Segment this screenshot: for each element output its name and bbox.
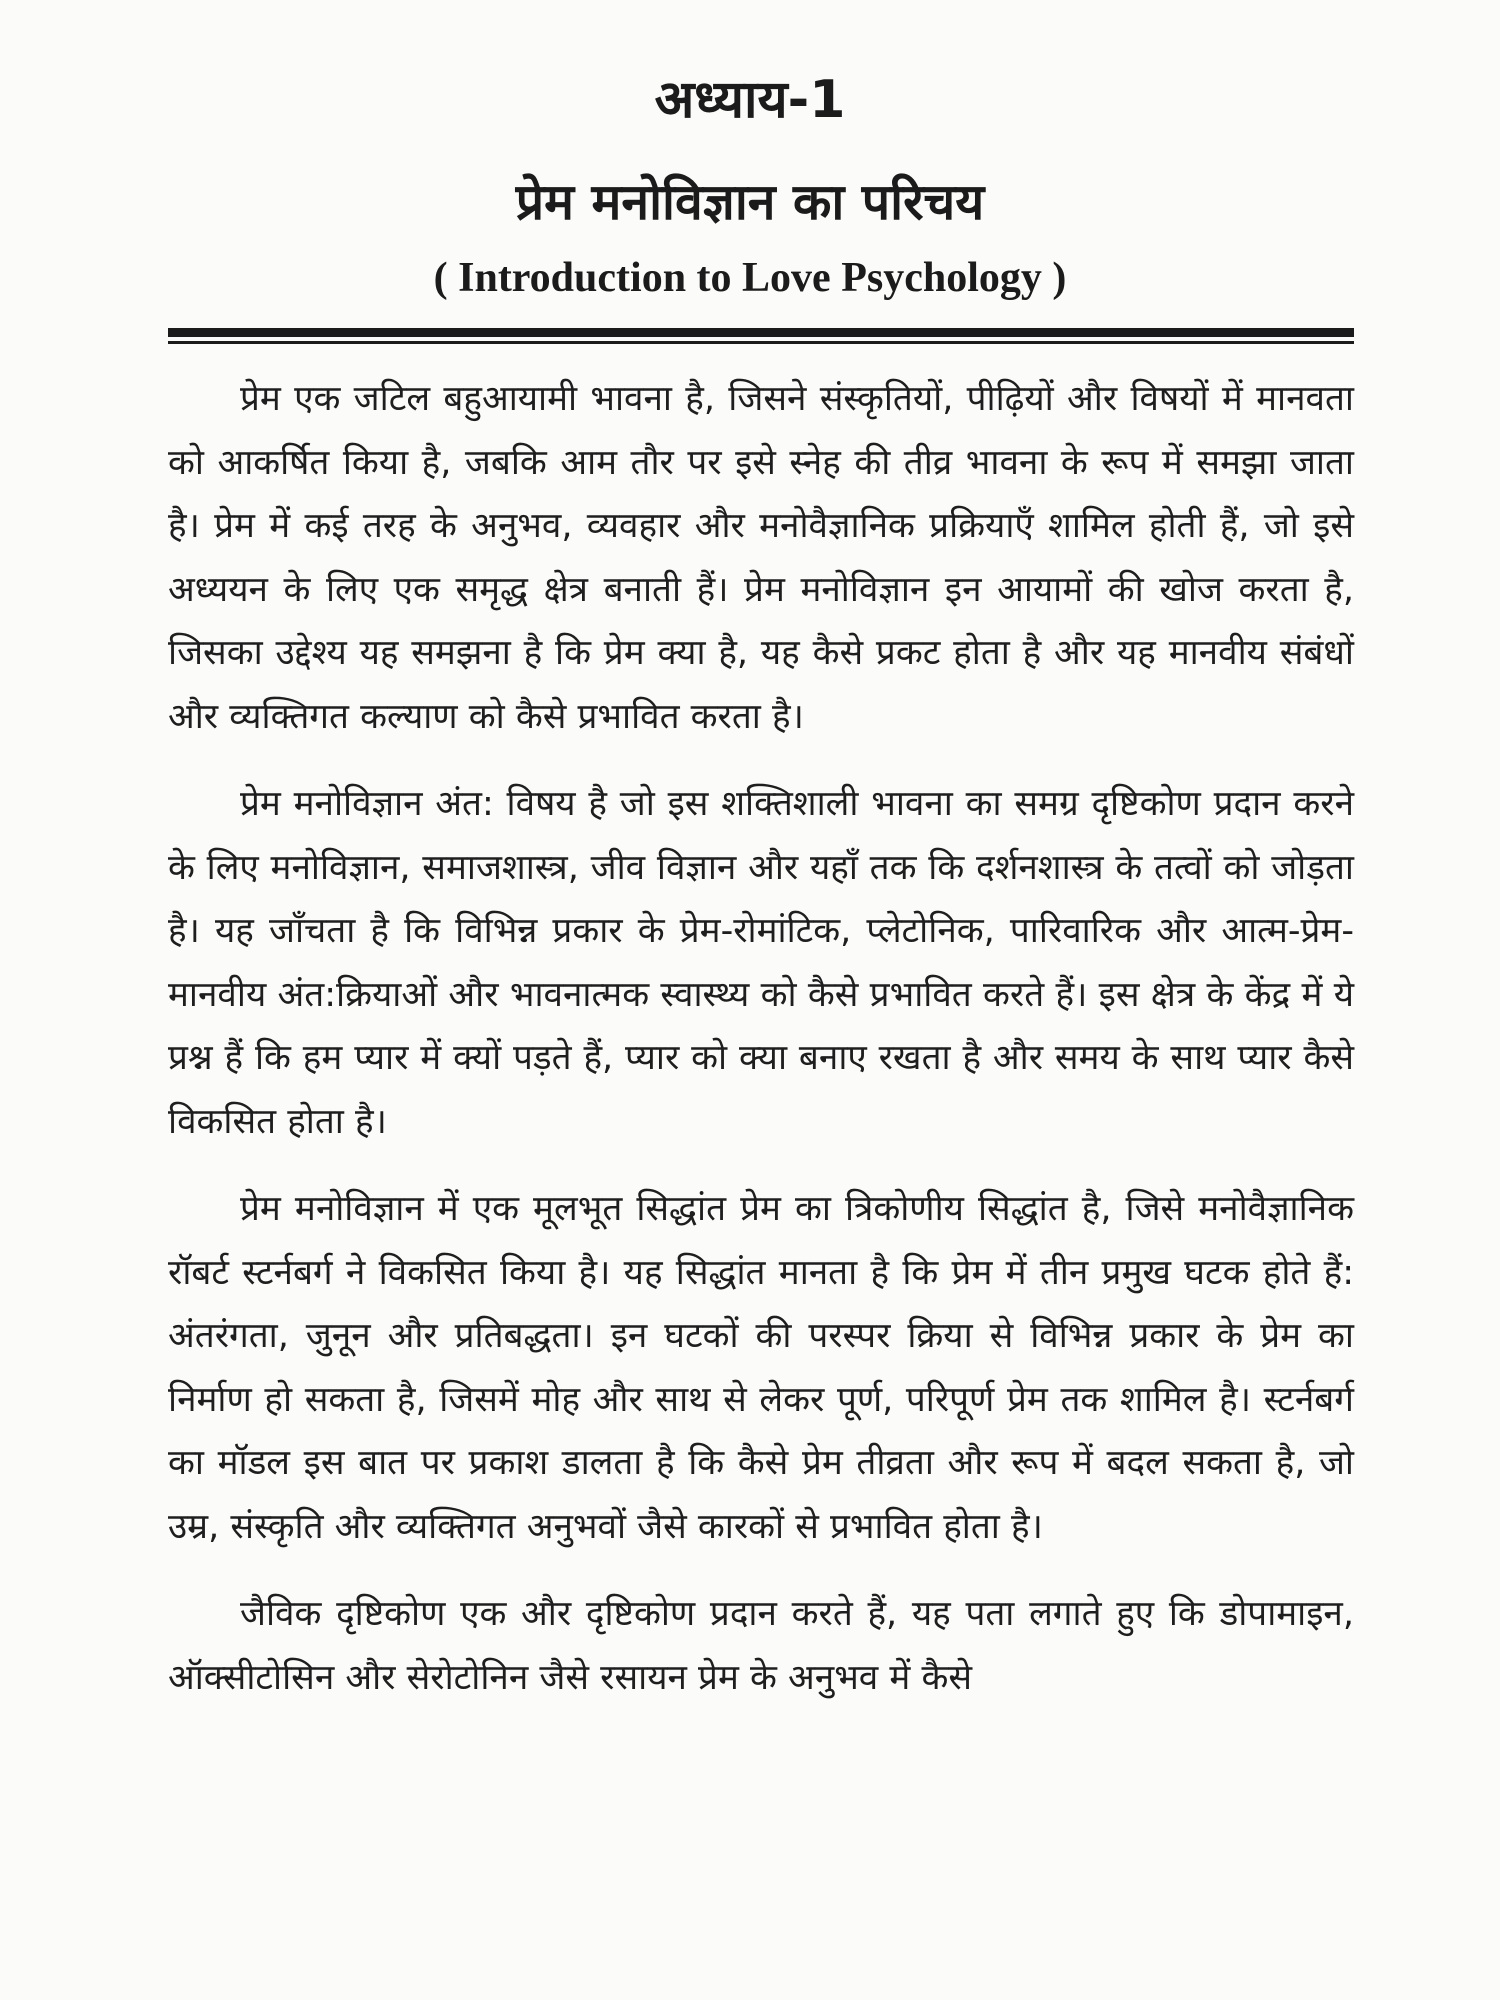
title-rule-thin bbox=[168, 341, 1354, 344]
chapter-number: अध्याय-1 bbox=[654, 70, 846, 130]
chapter-subtitle: ( Introduction to Love Psychology ) bbox=[433, 255, 1067, 301]
title-rule-thick bbox=[168, 328, 1354, 337]
paragraph-4: जैविक दृष्टिकोण एक और दृष्टिकोण प्रदान करते हैं, यह पता लगाते हुए कि डोपामाइन, ऑक्सीटोसिन और सेरोटोनिन जैसे रसायन प्रेम के अनुभव में कैसे bbox=[168, 1594, 1354, 1698]
paragraph-3: प्रेम मनोविज्ञान में एक मूलभूत सिद्धांत प्रेम का त्रिकोणीय सिद्धांत है, जिसे मनोवैज्ञानिक रॉबर्ट स्टर्नबर्ग ने विकसित किया है। यह सिद्धांत मानता है कि प्रेम में तीन प्रमुख घटक होते हैं: अंतरंगता, जुनून और प्रतिबद्धता। इन घटकों की परस्पर क्रिया से विभिन्न प्रकार के प्रेम का निर्माण हो सकता है, जिसमें मोह और साथ से लेकर पूर्ण, परिपूर्ण प्रेम तक शामिल है। स्टर्नबर्ग का मॉडल इस बात पर प्रकाश डालता है कि कैसे प्रेम तीव्रता और रूप में बदल सकता है, जो उम्र, संस्कृति और व्यक्तिगत अनुभवों जैसे कारकों से प्रभावित होता है। bbox=[168, 1189, 1354, 1547]
paragraph-1: प्रेम एक जटिल बहुआयामी भावना है, जिसने संस्कृतियों, पीढ़ियों और विषयों में मानवता को आकर्षित किया है, जबकि आम तौर पर इसे स्नेह की तीव्र भावना के रूप में समझा जाता है। प्रेम में कई तरह के अनुभव, व्यवहार और मनोवैज्ञानिक प्रक्रियाएँ शामिल होती हैं, जो इसे अध्ययन के लिए एक समृद्ध क्षेत्र बनाती हैं। प्रेम मनोविज्ञान इन आयामों की खोज करता है, जिसका उद्देश्य यह समझना है कि प्रेम क्या है, यह कैसे प्रकट होता है और यह मानवीय संबंधों और व्यक्तिगत कल्याण को कैसे प्रभावित करता है। bbox=[168, 379, 1354, 737]
chapter-title: प्रेम मनोविज्ञान का परिचय bbox=[515, 173, 985, 231]
chapter-body bbox=[168, 368, 1354, 1734]
paragraph-2: प्रेम मनोविज्ञान अंत: विषय है जो इस शक्तिशाली भावना का समग्र दृष्टिकोण प्रदान करने के लिए मनोविज्ञान, समाजशास्त्र, जीव विज्ञान और यहाँ तक कि दर्शनशास्त्र के तत्वों को जोड़ता है। यह जाँचता है कि विभिन्न प्रकार के प्रेम-रोमांटिक, प्लेटोनिक, पारिवारिक और आत्म-प्रेम-मानवीय अंत:क्रियाओं और भावनात्मक स्वास्थ्य को कैसे प्रभावित करते हैं। इस क्षेत्र के केंद्र में ये प्रश्न हैं कि हम प्यार में क्यों पड़ते हैं, प्यार को क्या बनाए रखता है और समय के साथ प्यार कैसे विकसित होता है। bbox=[168, 784, 1354, 1142]
